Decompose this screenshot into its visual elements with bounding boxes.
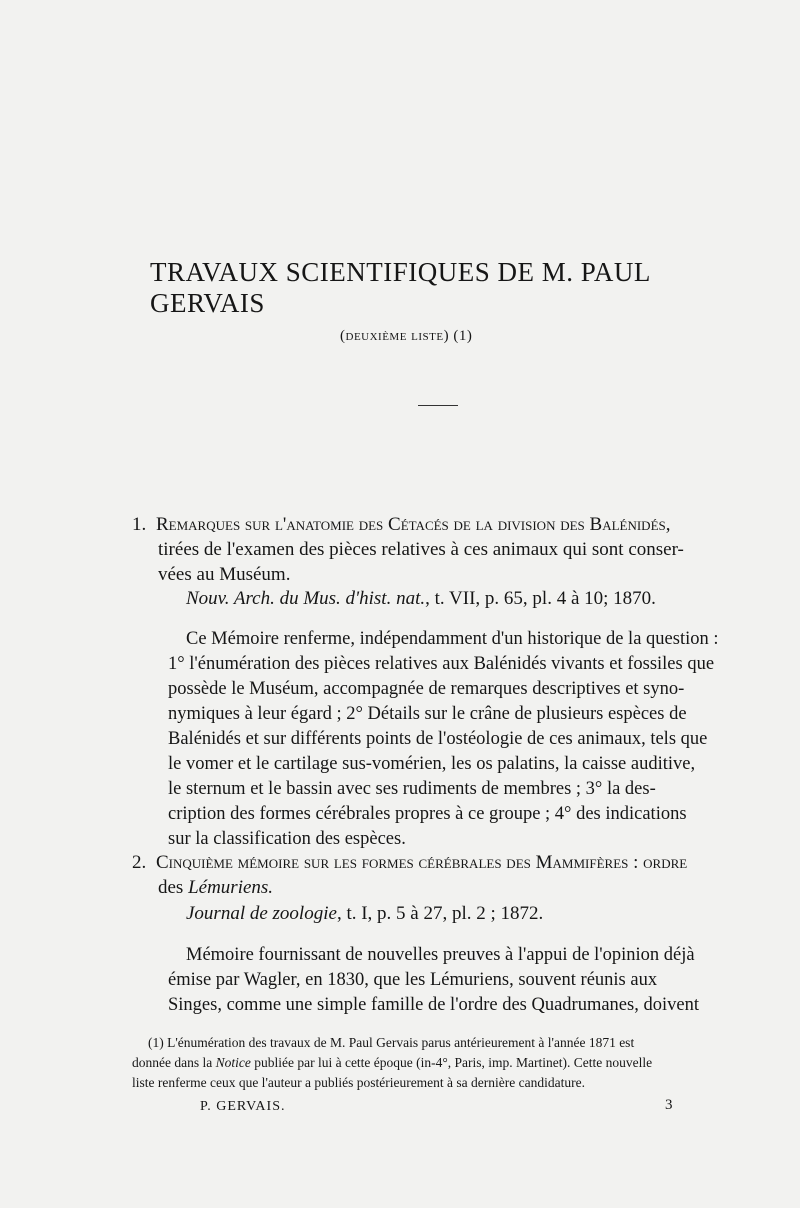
entry-1-ref-journal: Nouv. Arch. du Mus. d'hist. nat. xyxy=(186,588,426,609)
entry-2-line: Singes, comme une simple famille de l'ordre des Quadrumanes, doivent xyxy=(168,995,699,1015)
entry-1-line: sur la classification des espèces. xyxy=(168,829,406,849)
entry-1-line: Balénidés et sur différents points de l'ostéologie de ces animaux, tels que xyxy=(168,729,708,749)
footnote-text: publiée par lui à cette époque (in-4°, Paris, imp. Martinet). Cette nouvelle xyxy=(250,1055,653,1070)
entry-1-title-line1: Remarques sur l'anatomie des Cétacés de la division des Balénidés, xyxy=(156,514,671,535)
footnote-line xyxy=(132,1053,746,1073)
entry-2-ref-details: , t. I, p. 5 à 27, pl. 2 ; 1872. xyxy=(336,903,544,924)
entry-1-line: le sternum et le bassin avec ses rudiments de membres ; 3° la des- xyxy=(168,779,656,799)
entry-2-description xyxy=(168,943,742,1018)
entry-1-line: Ce Mémoire renferme, indépendamment d'un historique de la question : xyxy=(186,629,719,649)
entry-1-line: possède le Muséum, accompagnée de remarques descriptives et syno- xyxy=(168,679,685,699)
entry-2-title-line1: Cinquième mémoire sur les formes cérébrales des Mammifères : ordre xyxy=(156,852,688,873)
entry-2-title-line2: des xyxy=(158,877,189,898)
entry-2-ref-journal: Journal de zoologie xyxy=(186,903,337,924)
entry-1-title-line3: vées au Muséum. xyxy=(158,564,291,585)
entry-2-line: émise par Wagler, en 1830, que les Lémuriens, souvent réunis aux xyxy=(168,970,658,990)
entry-1-line: cription des formes cérébrales propres à ce groupe ; 4° des indications xyxy=(168,804,687,824)
entry-1-heading xyxy=(132,512,752,587)
entry-1-title-line2: tirées de l'examen des pièces relatives à ces animaux qui sont conser- xyxy=(158,539,684,560)
entry-1-description xyxy=(168,627,742,852)
footer-signature: P. GERVAIS. xyxy=(200,1099,286,1114)
footnote-notice: Notice xyxy=(215,1055,251,1070)
entry-1-line: 1° l'énumération des pièces relatives aux Balénidés vivants et fossiles que xyxy=(168,654,715,674)
footnote-line: liste renferme ceux que l'auteur a publiés postérieurement à sa dernière candidature. xyxy=(132,1075,585,1090)
entry-1-ref-details: , t. VII, p. 65, pl. 4 à 10; 1870. xyxy=(425,588,656,609)
entry-2-heading xyxy=(132,850,752,900)
entry-1-reference xyxy=(186,588,756,610)
entry-1-line: nymiques à leur égard ; 2° Détails sur le crâne de plusieurs espèces de xyxy=(168,704,687,724)
entry-2-number: 2. xyxy=(132,852,147,873)
page-number: 3 xyxy=(665,1097,673,1113)
footnote-text: donnée dans la xyxy=(132,1055,216,1070)
footnote xyxy=(132,1033,746,1093)
title-rule xyxy=(418,405,458,406)
entry-1-line: le vomer et le cartilage sus-vomérien, les os palatins, la caisse auditive, xyxy=(168,754,696,774)
page-subtitle: (deuxième liste) (1) xyxy=(340,328,473,344)
entry-2-title-taxon: Lémuriens. xyxy=(188,877,274,898)
entry-2-reference xyxy=(186,903,756,925)
entry-2-line: Mémoire fournissant de nouvelles preuves à l'appui de l'opinion déjà xyxy=(186,945,695,965)
entry-1-number: 1. xyxy=(132,514,147,535)
page-title: TRAVAUX SCIENTIFIQUES DE M. PAUL GERVAIS xyxy=(150,257,650,318)
footnote-line: (1) L'énumération des travaux de M. Paul Gervais parus antérieurement à l'année 1871 est xyxy=(148,1035,635,1050)
